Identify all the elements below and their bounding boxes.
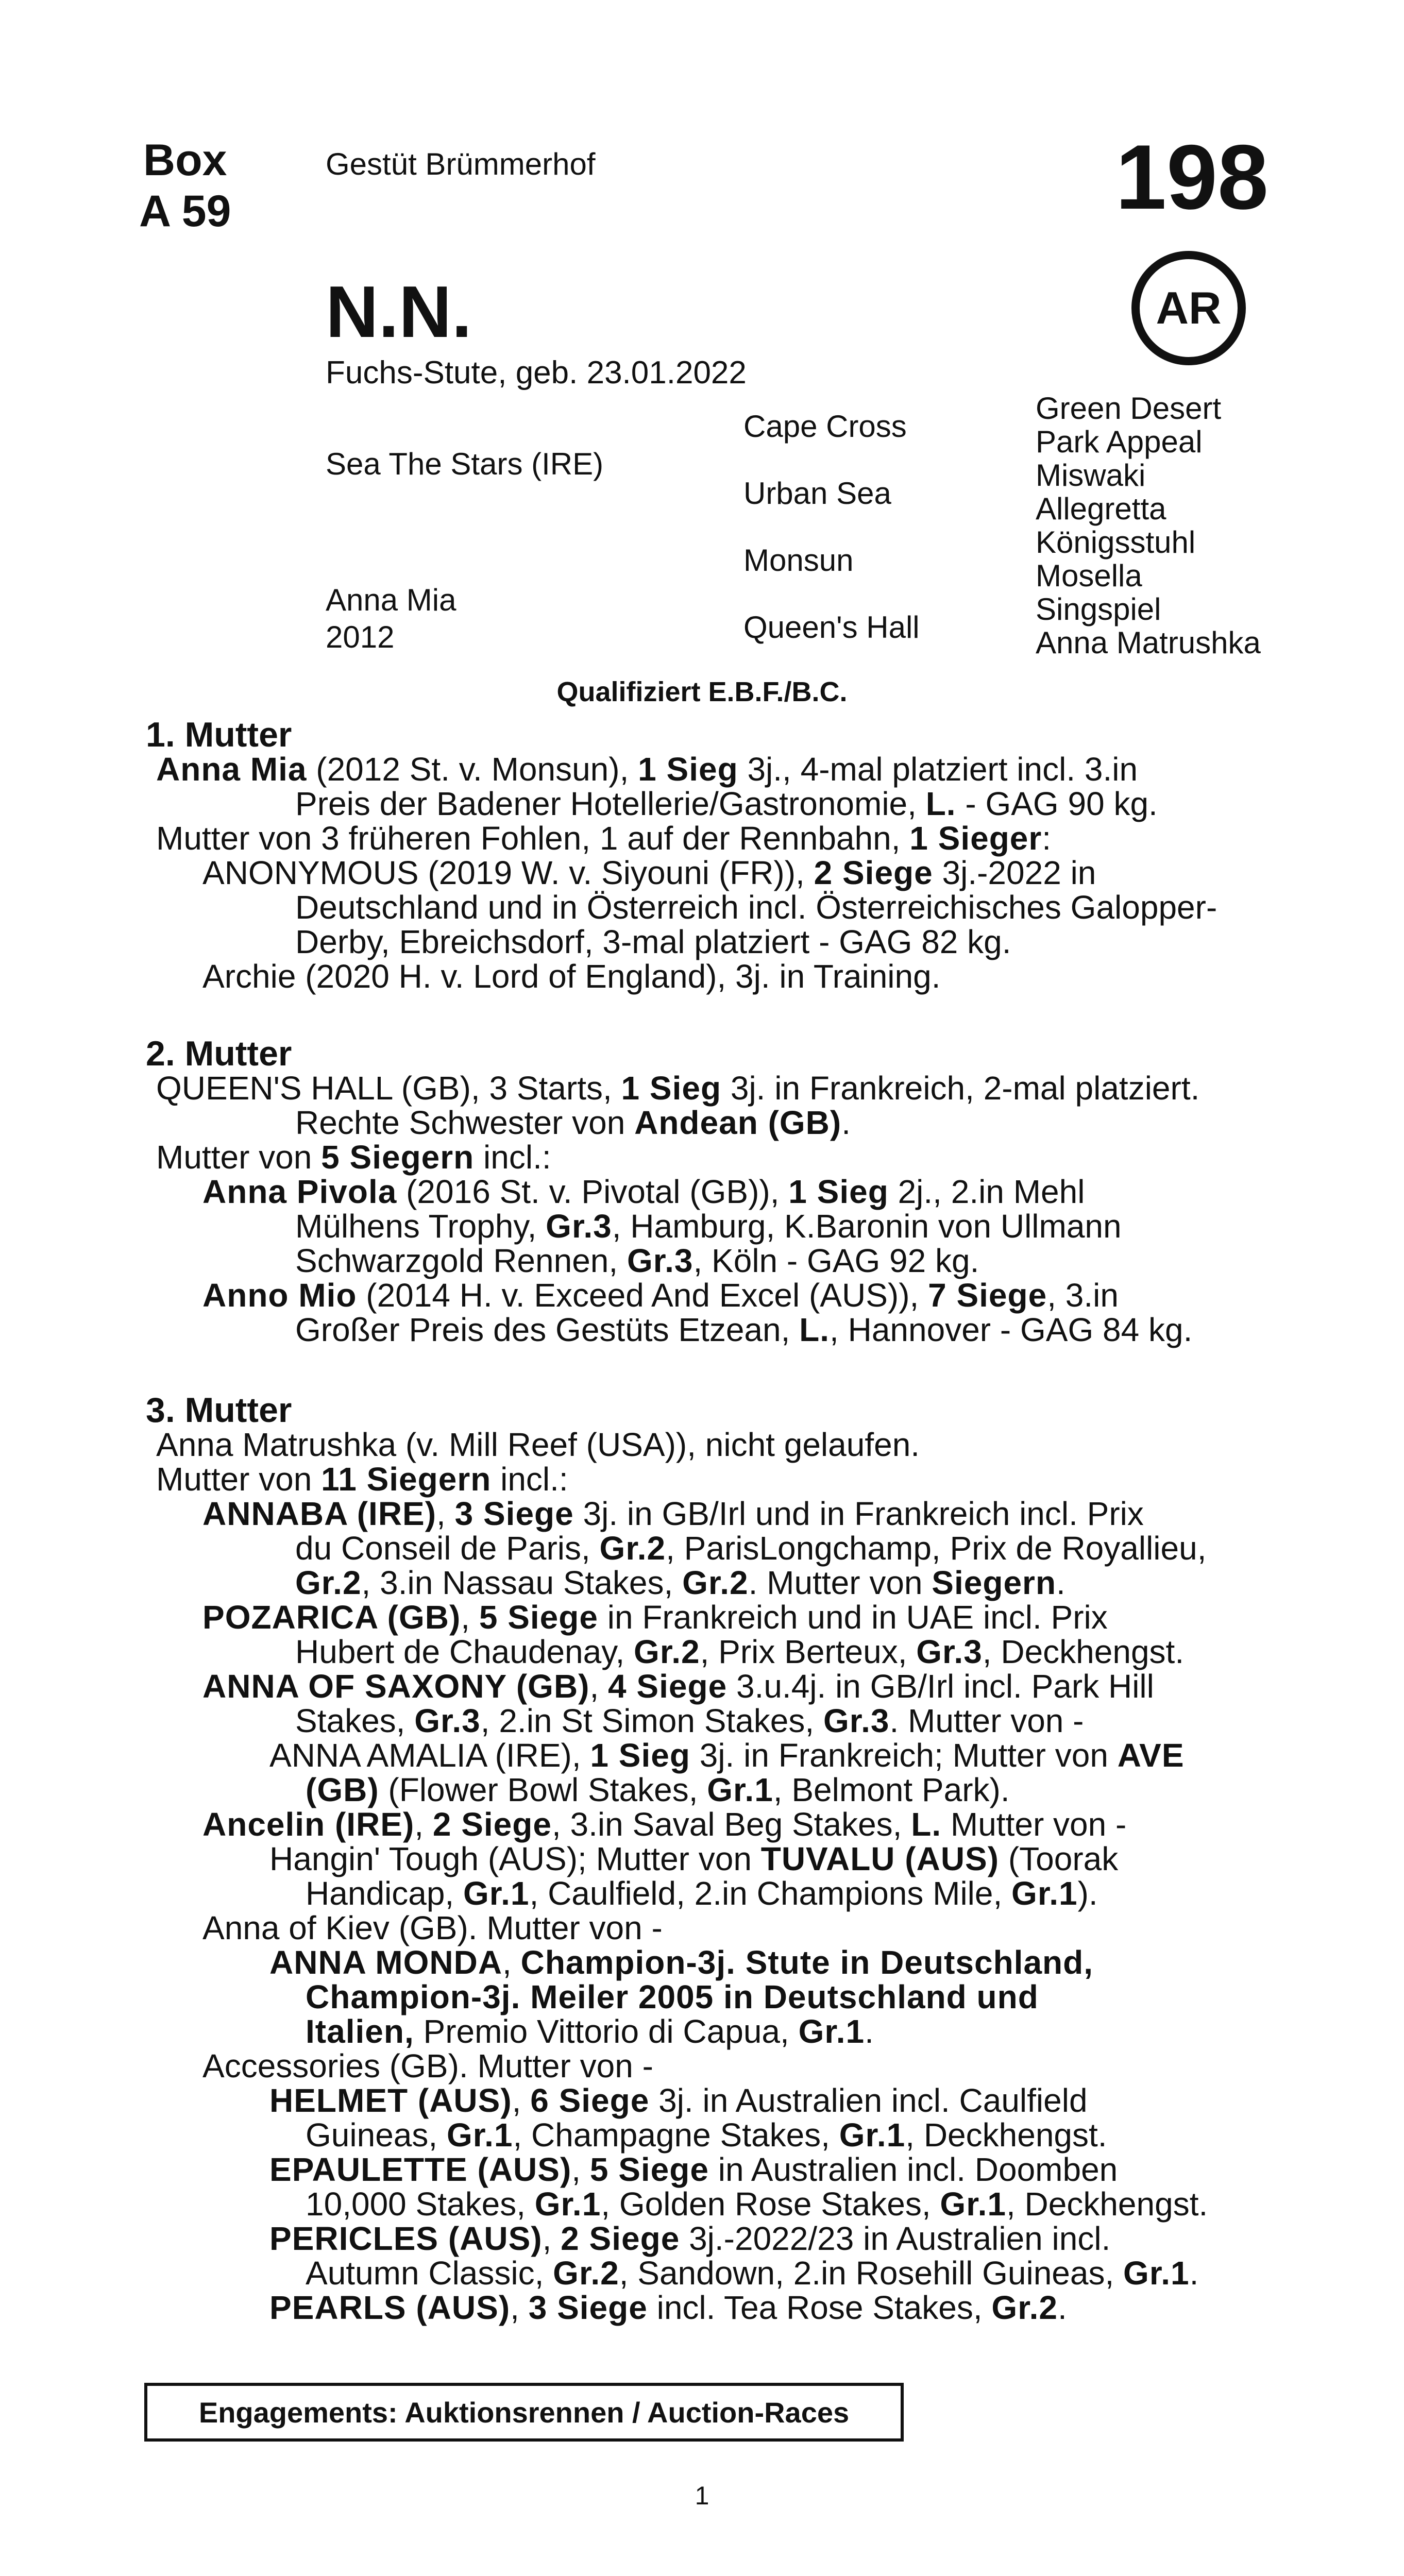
bold-text-run: Gr.2 — [634, 1633, 700, 1670]
bold-text-run: Gr.3 — [916, 1633, 983, 1670]
bold-text-run: ANNABA (IRE) — [202, 1495, 437, 1532]
bold-text-run: TUVALU (AUS) — [760, 1840, 1000, 1877]
engagements-box — [144, 2383, 904, 2442]
text-run: 10,000 Stakes, — [306, 2185, 535, 2223]
bold-text-run: Gr.1 — [839, 2116, 906, 2154]
bold-text-run: 1 Sieg — [621, 1070, 722, 1107]
bold-text-run: Ancelin (IRE) — [202, 1806, 415, 1843]
text-run: in Frankreich und in UAE incl. Prix — [598, 1599, 1108, 1636]
bold-text-run: Gr.1 — [463, 1875, 530, 1912]
text-run: ). — [1077, 1875, 1098, 1912]
text-run: Preis der Badener Hotellerie/Gastronomie, — [295, 785, 926, 822]
text-run: 3j.-2022 in — [933, 854, 1096, 891]
text-run: , Deckhengst. — [905, 2116, 1107, 2154]
text-run: Mutter von 3 früheren Fohlen, 1 auf der Rennbahn, — [156, 820, 910, 857]
text-run: . — [1057, 2289, 1067, 2326]
text-run: Guineas, — [306, 2116, 447, 2154]
text-run: Hangin' Tough (AUS); Mutter von — [269, 1840, 761, 1877]
text-run: . Mutter von — [748, 1564, 932, 1601]
text-run: (2016 St. v. Pivotal (GB)), — [397, 1173, 789, 1210]
bold-text-run: 1 Sieg — [788, 1173, 889, 1210]
text-run: Derby, Ebreichsdorf, 3-mal platziert - GAG 82 kg. — [295, 923, 1011, 960]
bold-text-run: Gr.1 — [1011, 1875, 1078, 1912]
text-run: , Belmont Park). — [773, 1771, 1010, 1808]
bold-text-run: Siegern — [932, 1564, 1057, 1601]
pedigree-grandparent: Queen's Hall — [743, 610, 920, 645]
text-run: 3j. in Frankreich; Mutter von — [690, 1737, 1118, 1774]
bold-text-run: 6 Siege — [530, 2082, 650, 2119]
text-run: ANONYMOUS (2019 W. v. Siyouni (FR)), — [202, 854, 814, 891]
pedigree-text-line — [146, 1531, 1208, 1566]
text-run: Anna of Kiev (GB). Mutter von - — [202, 1909, 663, 1946]
text-run: Schwarzgold Rennen, — [295, 1242, 627, 1279]
text-run: , Deckhengst. — [1006, 2185, 1208, 2223]
text-run: 3j. in Frankreich, 2-mal platziert. — [721, 1070, 1200, 1107]
pedigree-great-grandparent: Allegretta — [1036, 492, 1166, 526]
text-run: (2014 H. v. Exceed And Excel (AUS)), — [357, 1277, 928, 1314]
text-run: Mutter von - — [941, 1806, 1127, 1843]
bold-text-run: Gr.2 — [991, 2289, 1058, 2326]
bold-text-run: 5 Siege — [589, 2151, 709, 2188]
text-run: Autumn Classic, — [306, 2255, 553, 2292]
stud-name: Gestüt Brümmerhof — [326, 147, 596, 181]
horse-name: N.N. — [326, 271, 472, 353]
bold-text-run: Gr.2 — [599, 1530, 666, 1567]
text-run: - GAG 90 kg. — [956, 785, 1158, 822]
text-run: 2j., 2.in Mehl — [888, 1173, 1085, 1210]
bold-text-run: Italien, — [306, 2013, 414, 2050]
text-run: 3j., 4-mal platziert incl. 3.in — [738, 751, 1138, 788]
bold-text-run: Gr.3 — [627, 1242, 693, 1279]
pedigree-great-grandparent: Singspiel — [1036, 592, 1161, 626]
text-run: . — [1189, 2255, 1199, 2292]
bold-text-run: Gr.3 — [823, 1702, 890, 1739]
text-run: , 3.in — [1047, 1277, 1119, 1314]
text-run: Premio Vittorio di Capua, — [414, 2013, 799, 2050]
bold-text-run: Gr.3 — [546, 1208, 612, 1245]
bold-text-run: AVE — [1117, 1737, 1185, 1774]
text-run: Mutter von — [156, 1139, 322, 1176]
text-run: in Australien incl. Doomben — [708, 2151, 1118, 2188]
pedigree-text-line — [146, 2222, 1208, 2256]
pedigree-text-line — [146, 1106, 1199, 1140]
pedigree-grandparent: Cape Cross — [743, 409, 907, 444]
text-run: , Champagne Stakes, — [513, 2116, 839, 2154]
bold-text-run: L. — [925, 785, 956, 822]
pedigree-text-line — [146, 1807, 1208, 1842]
pedigree-sire: Sea The Stars (IRE) — [326, 447, 604, 481]
section-1-mutter — [146, 715, 1217, 995]
text-run: 3.u.4j. in GB/Irl incl. Park Hill — [727, 1668, 1154, 1705]
bold-text-run: ANNA OF SAXONY (GB) — [202, 1668, 590, 1705]
bold-text-run: L. — [799, 1311, 830, 1348]
bold-text-run: Gr.1 — [446, 2116, 513, 2154]
text-run: Großer Preis des Gestüts Etzean, — [295, 1311, 800, 1348]
text-run: , — [414, 1806, 433, 1843]
pedigree-text-line — [146, 752, 1217, 787]
text-run: (Flower Bowl Stakes, — [379, 1771, 707, 1808]
pedigree-text-line — [146, 2049, 1208, 2083]
bold-text-run: 1 Sieg — [590, 1737, 690, 1774]
pedigree-text-line — [146, 1980, 1208, 2014]
text-run: incl.: — [474, 1139, 551, 1176]
text-run: . — [841, 1104, 851, 1141]
qualification: Qualifiziert E.B.F./B.C. — [556, 676, 848, 707]
text-run: , Prix Berteux, — [700, 1633, 917, 1670]
bold-text-run: Anna Mia — [156, 751, 307, 788]
page-number: 1 — [695, 2481, 709, 2510]
pedigree-text-line — [146, 821, 1217, 856]
text-run: , 3.in Saval Beg Stakes, — [551, 1806, 911, 1843]
text-run: , — [542, 2220, 561, 2257]
section-title: 1. Mutter — [146, 715, 292, 754]
pedigree-text-line — [146, 1278, 1199, 1313]
pedigree-text-line — [146, 1600, 1208, 1635]
box-word: Box — [143, 135, 227, 185]
pedigree-text-line — [146, 2291, 1208, 2325]
text-run: 3j.-2022/23 in Australien incl. — [680, 2220, 1111, 2257]
bold-text-run: 5 Siege — [479, 1599, 598, 1636]
ar-badge-text: AR — [1156, 282, 1222, 333]
bold-text-run: HELMET (AUS) — [269, 2082, 512, 2119]
text-run: , Sandown, 2.in Rosehill Guineas, — [619, 2255, 1124, 2292]
text-run: , 2.in St Simon Stakes, — [480, 1702, 823, 1739]
pedigree-text-line — [146, 2256, 1208, 2291]
bold-text-run: Gr.2 — [682, 1564, 749, 1601]
text-run: incl.: — [491, 1461, 568, 1498]
pedigree-text-line — [146, 1911, 1208, 1945]
pedigree-dam: Anna Mia — [326, 583, 456, 617]
bold-text-run: ANNA MONDA — [269, 1944, 503, 1981]
pedigree-text-line — [146, 1704, 1208, 1738]
bold-text-run: (GB) — [306, 1771, 379, 1808]
text-run: . — [1056, 1564, 1065, 1601]
pedigree-text-line — [146, 1462, 1208, 1497]
pedigree-text-line — [146, 2187, 1208, 2222]
text-run: , — [589, 1668, 608, 1705]
bold-text-run: 1 Sieg — [638, 751, 738, 788]
bold-text-run: Gr.1 — [1123, 2255, 1190, 2292]
bold-text-run: Gr.1 — [798, 2013, 865, 2050]
text-run: Stakes, — [295, 1702, 415, 1739]
pedigree-text-line — [146, 890, 1217, 925]
ar-badge-icon — [1131, 251, 1246, 365]
bold-text-run: Gr.2 — [295, 1564, 362, 1601]
bold-text-run: EPAULETTE (AUS) — [269, 2151, 572, 2188]
section-lines — [146, 752, 1217, 994]
bold-text-run: PERICLES (AUS) — [269, 2220, 543, 2257]
pedigree-great-grandparent: Green Desert — [1036, 391, 1222, 426]
pedigree-text-line — [146, 1140, 1199, 1175]
text-run: du Conseil de Paris, — [295, 1530, 600, 1567]
pedigree-text-line — [146, 1497, 1208, 1531]
bold-text-run: 1 Sieger — [909, 820, 1042, 857]
pedigree-great-grandparent: Park Appeal — [1036, 425, 1203, 459]
pedigree-text-line — [146, 1945, 1208, 1980]
text-run: Mülhens Trophy, — [295, 1208, 546, 1245]
text-run: QUEEN'S HALL (GB), 3 Starts, — [156, 1070, 621, 1107]
pedigree-text-line — [146, 2118, 1208, 2153]
pedigree-text-line — [146, 1876, 1208, 1911]
text-run: Rechte Schwester von — [295, 1104, 635, 1141]
pedigree-great-grandparent: Anna Matrushka — [1036, 625, 1261, 660]
text-run: , 3.in Nassau Stakes, — [361, 1564, 683, 1601]
bold-text-run: Gr.1 — [707, 1771, 773, 1808]
section-lines — [146, 1071, 1199, 1347]
pedigree-great-grandparent: Königsstuhl — [1036, 525, 1196, 560]
bold-text-run: Anna Pivola — [202, 1173, 397, 1210]
bold-text-run: PEARLS (AUS) — [269, 2289, 511, 2326]
text-run: , Deckhengst. — [982, 1633, 1185, 1670]
bold-text-run: 2 Siege — [561, 2220, 680, 2257]
text-run: . Mutter von - — [889, 1702, 1084, 1739]
pedigree-text-line — [146, 1428, 1208, 1462]
pedigree-great-grandparent: Miswaki — [1036, 458, 1146, 493]
horse-description: Fuchs-Stute, geb. 23.01.2022 — [326, 355, 747, 391]
bold-text-run: 11 Siegern — [321, 1461, 492, 1498]
text-run: : — [1042, 820, 1052, 857]
bold-text-run: 7 Siege — [928, 1277, 1047, 1314]
text-run: 3j. in GB/Irl und in Frankreich incl. Prix — [573, 1495, 1144, 1532]
pedigree-text-line — [146, 1738, 1208, 1773]
bold-text-run: Champion-3j. Stute in Deutschland, — [520, 1944, 1093, 1981]
pedigree-text-line — [146, 1635, 1208, 1669]
text-run: (2012 St. v. Monsun), — [307, 751, 638, 788]
bold-text-run: L. — [911, 1806, 942, 1843]
box-label — [139, 135, 231, 237]
pedigree-text-line — [146, 1566, 1208, 1600]
pedigree-text-line — [146, 1773, 1208, 1807]
box-number: A 59 — [139, 186, 231, 236]
bold-text-run: Anno Mio — [202, 1277, 357, 1314]
section-lines — [146, 1428, 1208, 2325]
text-run: , — [461, 1599, 479, 1636]
text-run: Mutter von — [156, 1461, 322, 1498]
pedigree-text-line — [146, 856, 1217, 890]
pedigree-dam-year: 2012 — [326, 620, 395, 654]
pedigree-text-line — [146, 2083, 1208, 2118]
bold-text-run: Andean (GB) — [634, 1104, 842, 1141]
section-title: 2. Mutter — [146, 1034, 292, 1073]
text-run: , Golden Rose Stakes, — [601, 2185, 940, 2223]
engagements-text: Engagements: Auktionsrennen / Auction-Races — [198, 2396, 850, 2429]
text-run: , ParisLongchamp, Prix de Royallieu, — [666, 1530, 1207, 1567]
text-run: Hubert de Chaudenay, — [295, 1633, 634, 1670]
text-run: Handicap, — [306, 1875, 463, 1912]
text-run: , — [510, 2289, 529, 2326]
pedigree-grandparent: Monsun — [743, 543, 854, 578]
bold-text-run: 2 Siege — [814, 854, 933, 891]
section-title: 3. Mutter — [146, 1391, 292, 1430]
bold-text-run: 2 Siege — [432, 1806, 552, 1843]
pedigree-great-grandparent: Mosella — [1036, 558, 1142, 593]
text-run: (Toorak — [999, 1840, 1119, 1877]
bold-text-run: Gr.1 — [940, 2185, 1006, 2223]
section-3-mutter — [146, 1393, 1208, 2325]
section-2-mutter — [146, 1034, 1200, 1348]
text-run: Anna Matrushka (v. Mill Reef (USA)), nicht gelaufen. — [156, 1426, 920, 1463]
text-run: , — [436, 1495, 455, 1532]
text-run: ANNA AMALIA (IRE), — [269, 1737, 590, 1774]
pedigree-text-line — [146, 1209, 1199, 1244]
pedigree-text-line — [146, 2153, 1208, 2187]
text-run: Deutschland und in Österreich incl. Österreichisches Galopper- — [295, 889, 1217, 926]
bold-text-run: Gr.1 — [534, 2185, 601, 2223]
text-run: 3j. in Australien incl. Caulfield — [649, 2082, 1088, 2119]
text-run: , Hannover - GAG 84 kg. — [830, 1311, 1193, 1348]
bold-text-run: 3 Siege — [454, 1495, 574, 1532]
bold-text-run: Champion-3j. Meiler 2005 in Deutschland und — [306, 1978, 1039, 2015]
pedigree-text-line — [146, 959, 1217, 994]
text-run: , — [512, 2082, 531, 2119]
bold-text-run: Gr.2 — [553, 2255, 619, 2292]
text-run: , — [502, 1944, 521, 1981]
bold-text-run: 3 Siege — [528, 2289, 648, 2326]
lot-number: 198 — [1115, 126, 1268, 228]
pedigree-text-line — [146, 2014, 1208, 2049]
text-run: Accessories (GB). Mutter von - — [202, 2047, 653, 2084]
text-run: Archie (2020 H. v. Lord of England), 3j. in Training. — [202, 958, 941, 995]
pedigree-text-line — [146, 1175, 1199, 1209]
text-run: , Köln - GAG 92 kg. — [693, 1242, 979, 1279]
pedigree-text-line — [146, 1244, 1199, 1278]
bold-text-run: Gr.3 — [414, 1702, 481, 1739]
pedigree-text-line — [146, 1842, 1208, 1876]
pedigree-text-line — [146, 1669, 1208, 1704]
text-run: , Hamburg, K.Baronin von Ullmann — [612, 1208, 1122, 1245]
bold-text-run: 4 Siege — [608, 1668, 728, 1705]
pedigree-grandparent: Urban Sea — [743, 476, 891, 511]
pedigree-text-line — [146, 787, 1217, 821]
pedigree-text-line — [146, 1313, 1199, 1347]
bold-text-run: 5 Siegern — [321, 1139, 475, 1176]
pedigree-text-line — [146, 1071, 1199, 1106]
pedigree-text-line — [146, 925, 1217, 959]
text-run: , Caulfield, 2.in Champions Mile, — [529, 1875, 1012, 1912]
text-run: incl. Tea Rose Stakes, — [647, 2289, 992, 2326]
bold-text-run: POZARICA (GB) — [202, 1599, 461, 1636]
text-run: , — [571, 2151, 590, 2188]
text-run: . — [865, 2013, 874, 2050]
